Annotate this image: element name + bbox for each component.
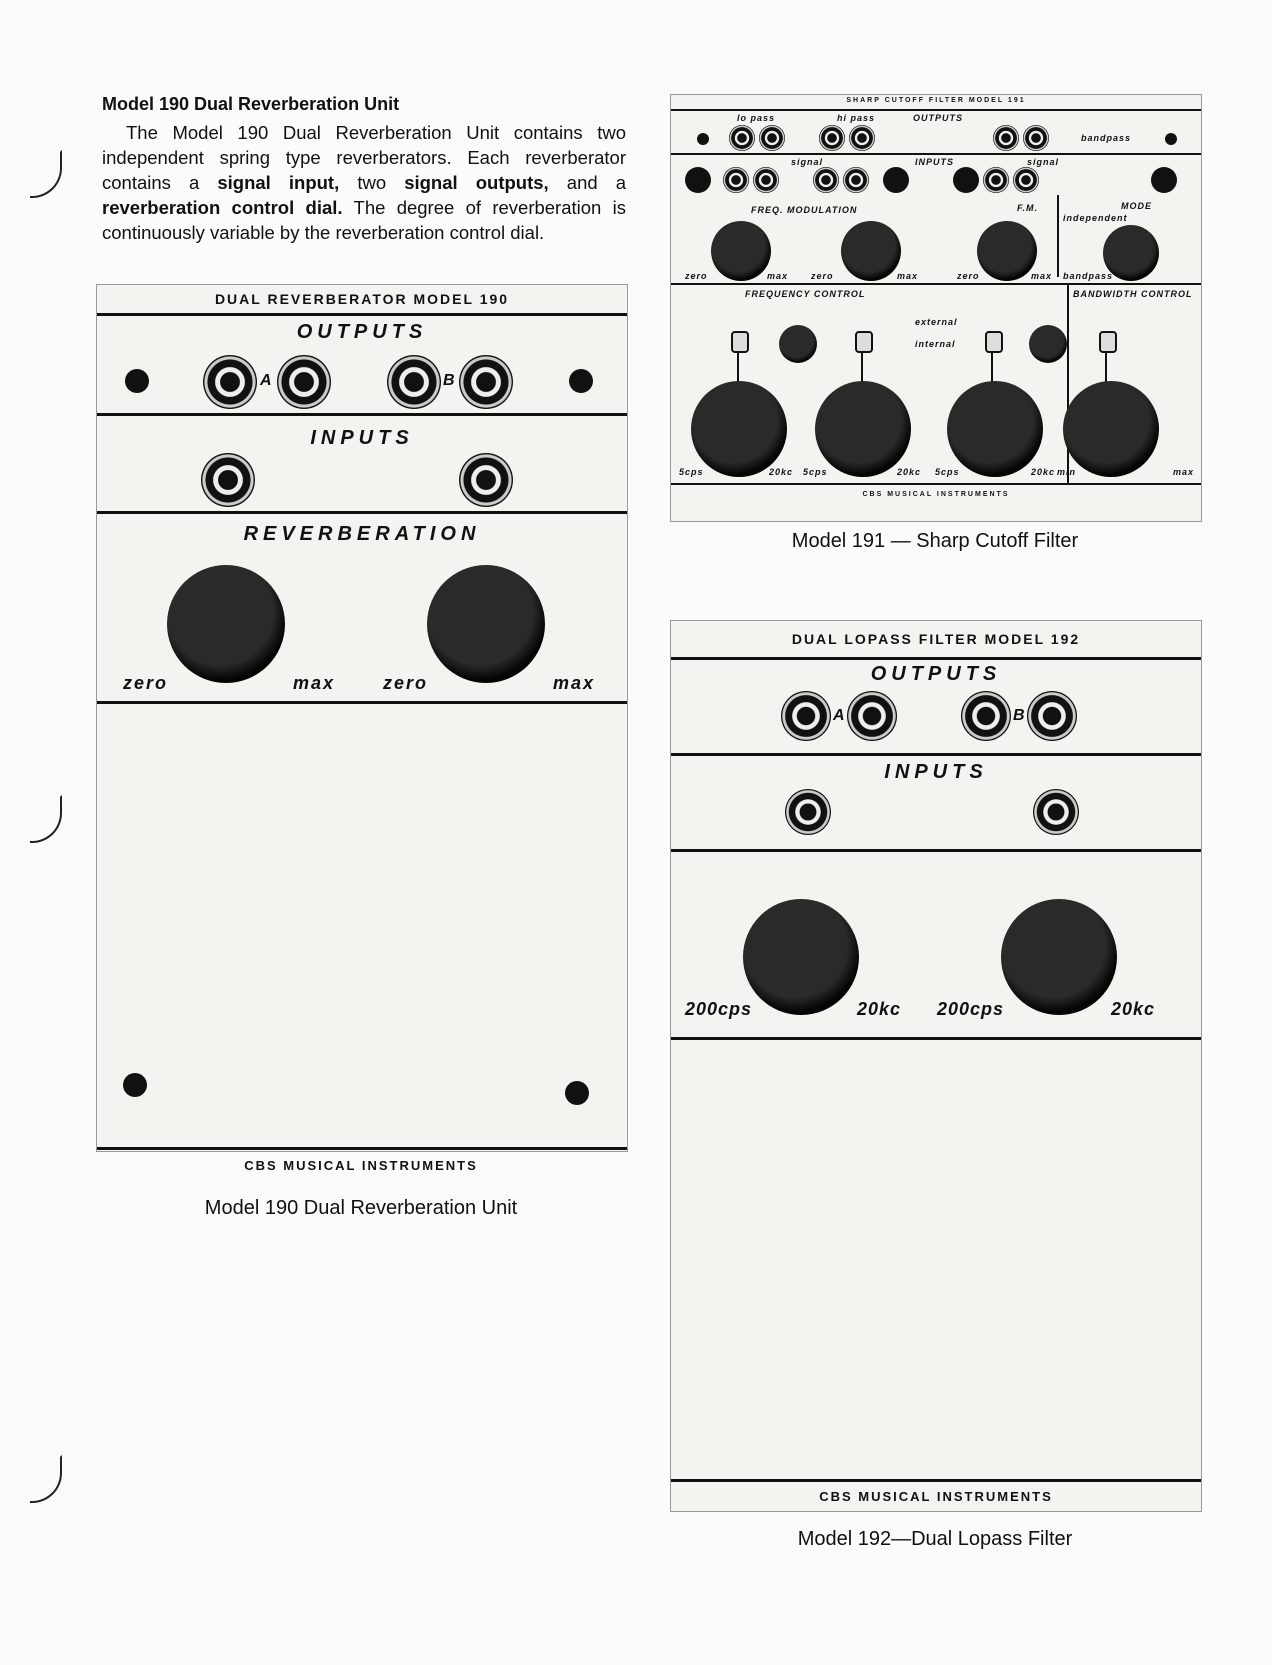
screw-icon <box>125 369 149 393</box>
freq-modulation-label: FREQ. MODULATION <box>751 205 858 215</box>
divider <box>671 153 1201 155</box>
inputs-label: INPUTS <box>915 157 955 167</box>
range-max-label: max <box>1031 271 1053 281</box>
knob-max-label: 20kc <box>857 999 902 1019</box>
mode-label: MODE <box>1121 201 1152 211</box>
lo-pass-label: lo pass <box>737 113 776 123</box>
jack-b-label: B <box>443 372 457 389</box>
figure-caption: Model 191 — Sharp Cutoff Filter <box>791 530 1079 552</box>
inputs-label: INPUTS <box>884 761 988 783</box>
panel-title: DUAL REVERBERATOR MODEL 190 <box>214 291 510 307</box>
screw-icon <box>1165 133 1177 145</box>
divider <box>97 511 627 514</box>
switch-line <box>861 353 863 383</box>
frequency-knob[interactable] <box>947 381 1043 477</box>
ext-int-toggle[interactable] <box>1099 331 1117 353</box>
input-b-jack[interactable] <box>1033 789 1079 835</box>
model-192-panel <box>670 620 1202 1512</box>
divider <box>1057 195 1059 277</box>
fm-knob[interactable] <box>977 221 1037 281</box>
jack-a-label: A <box>260 372 274 389</box>
range-min-label: 5cps <box>935 467 960 477</box>
signal-label: signal <box>1027 157 1060 167</box>
frequency-knob[interactable] <box>691 381 787 477</box>
switch-line <box>1105 353 1107 383</box>
fine-tune-knob[interactable] <box>779 325 817 363</box>
hi-pass-jack[interactable] <box>819 125 845 151</box>
signal-input-knob[interactable] <box>1151 167 1177 193</box>
fm-knob[interactable] <box>841 221 901 281</box>
range-max-label: max <box>1173 467 1195 477</box>
signal-input-knob[interactable] <box>953 167 979 193</box>
lo-pass-jack[interactable] <box>729 125 755 151</box>
range-min-label: zero <box>957 271 980 281</box>
range-max-label: max <box>767 271 789 281</box>
screw-icon <box>697 133 709 145</box>
knob-max-label: max <box>293 673 336 693</box>
description-paragraph: The Model 190 Dual Reverberation Unit contains two independent spring type reverberators. Each reverberator contains a signal input, two signal outputs, and a reverberation control dial. The degree of reverberation is continuously variable by the reverberation control dial. <box>102 122 627 243</box>
bandpass-jack[interactable] <box>993 125 1019 151</box>
model-190-panel <box>96 284 628 1152</box>
output-b2-jack[interactable] <box>459 355 513 409</box>
outputs-label: OUTPUTS <box>870 663 1002 685</box>
range-min-label: min <box>1057 467 1077 477</box>
knob-max-label: max <box>553 673 596 693</box>
panel-title: SHARP CUTOFF FILTER MODEL 191 <box>846 97 1026 104</box>
range-max-label: 20kc <box>769 467 794 477</box>
switch-line <box>737 353 739 383</box>
range-min-label: 5cps <box>679 467 704 477</box>
output-a1-jack[interactable] <box>781 691 831 741</box>
panel-title: DUAL LOPASS FILTER MODEL 192 <box>791 631 1081 647</box>
reverberation-a-knob[interactable] <box>167 565 285 683</box>
bandwidth-control-label: BANDWIDTH CONTROL <box>1073 289 1193 299</box>
binder-hole-mark <box>30 150 62 198</box>
internal-label: internal <box>915 339 956 349</box>
fine-tune-knob[interactable] <box>1029 325 1067 363</box>
fm-input-jack[interactable] <box>753 167 779 193</box>
fm-label: F.M. <box>1017 203 1038 213</box>
divider <box>97 701 627 704</box>
outputs-label: OUTPUTS <box>296 321 428 343</box>
output-b2-jack[interactable] <box>1027 691 1077 741</box>
panel-footer: CBS MUSICAL INSTRUMENTS <box>819 1489 1053 1504</box>
bandpass-mode-label: bandpass <box>1063 271 1114 281</box>
outputs-label: OUTPUTS <box>913 113 964 123</box>
ext-int-toggle[interactable] <box>985 331 1003 353</box>
input-a-jack[interactable] <box>201 453 255 507</box>
switch-line <box>991 353 993 383</box>
output-a2-jack[interactable] <box>277 355 331 409</box>
knob-min-label: 200cps <box>937 999 1005 1019</box>
hi-pass-jack[interactable] <box>849 125 875 151</box>
knob-max-label: 20kc <box>1111 999 1156 1019</box>
ext-int-toggle[interactable] <box>855 331 873 353</box>
bandpass-jack[interactable] <box>1023 125 1049 151</box>
knob-min-label: zero <box>383 673 429 693</box>
signal-input-knob[interactable] <box>685 167 711 193</box>
divider <box>97 1147 627 1150</box>
fm-input-jack[interactable] <box>983 167 1009 193</box>
figure-caption: Model 190 Dual Reverberation Unit <box>204 1197 518 1219</box>
output-a2-jack[interactable] <box>847 691 897 741</box>
divider <box>671 753 1201 756</box>
reverberation-label: REVERBERATION <box>243 523 481 545</box>
fm-knob[interactable] <box>711 221 771 281</box>
range-max-label: 20kc <box>897 467 922 477</box>
inputs-label: INPUTS <box>310 427 414 449</box>
range-min-label: zero <box>685 271 708 281</box>
model-191-panel <box>670 94 1202 522</box>
divider <box>671 109 1201 111</box>
input-b-jack[interactable] <box>459 453 513 507</box>
external-label: external <box>915 317 958 327</box>
range-min-label: 5cps <box>803 467 828 477</box>
binder-hole-mark <box>30 795 62 843</box>
binder-hole-mark <box>30 1455 62 1503</box>
range-max-label: 20kc <box>1031 467 1056 477</box>
bandpass-label: bandpass <box>1081 133 1132 143</box>
independent-label: independent <box>1063 213 1128 223</box>
jack-b-label: B <box>1013 707 1027 724</box>
divider <box>97 413 627 416</box>
range-min-label: zero <box>811 271 834 281</box>
screw-icon <box>565 1081 589 1105</box>
fm-input-jack[interactable] <box>813 167 839 193</box>
screw-icon <box>123 1073 147 1097</box>
fm-input-jack[interactable] <box>723 167 749 193</box>
fm-input-jack[interactable] <box>843 167 869 193</box>
divider <box>97 313 627 316</box>
frequency-control-label: FREQUENCY CONTROL <box>745 289 866 299</box>
fm-input-jack[interactable] <box>1013 167 1039 193</box>
section-heading: Model 190 Dual Reverberation Unit <box>102 94 400 114</box>
cutoff-b-knob[interactable] <box>1001 899 1117 1015</box>
range-max-label: max <box>897 271 919 281</box>
knob-min-label: 200cps <box>685 999 753 1019</box>
signal-input-knob[interactable] <box>883 167 909 193</box>
ext-int-toggle[interactable] <box>731 331 749 353</box>
output-a1-jack[interactable] <box>203 355 257 409</box>
signal-label: signal <box>791 157 824 167</box>
divider <box>671 1037 1201 1040</box>
divider <box>671 483 1201 485</box>
knob-min-label: zero <box>123 673 169 693</box>
input-a-jack[interactable] <box>785 789 831 835</box>
divider <box>671 1479 1201 1482</box>
frequency-knob[interactable] <box>815 381 911 477</box>
output-b1-jack[interactable] <box>387 355 441 409</box>
cutoff-a-knob[interactable] <box>743 899 859 1015</box>
reverberation-b-knob[interactable] <box>427 565 545 683</box>
jack-a-label: A <box>833 707 847 724</box>
lo-pass-jack[interactable] <box>759 125 785 151</box>
panel-footer: CBS MUSICAL INSTRUMENTS <box>862 491 1010 498</box>
bandwidth-knob[interactable] <box>1063 381 1159 477</box>
panel-footer: CBS MUSICAL INSTRUMENTS <box>244 1158 478 1173</box>
figure-caption: Model 192—Dual Lopass Filter <box>797 1528 1073 1550</box>
output-b1-jack[interactable] <box>961 691 1011 741</box>
divider <box>671 283 1201 285</box>
divider <box>671 657 1201 660</box>
screw-icon <box>569 369 593 393</box>
divider <box>671 849 1201 852</box>
hi-pass-label: hi pass <box>837 113 876 123</box>
